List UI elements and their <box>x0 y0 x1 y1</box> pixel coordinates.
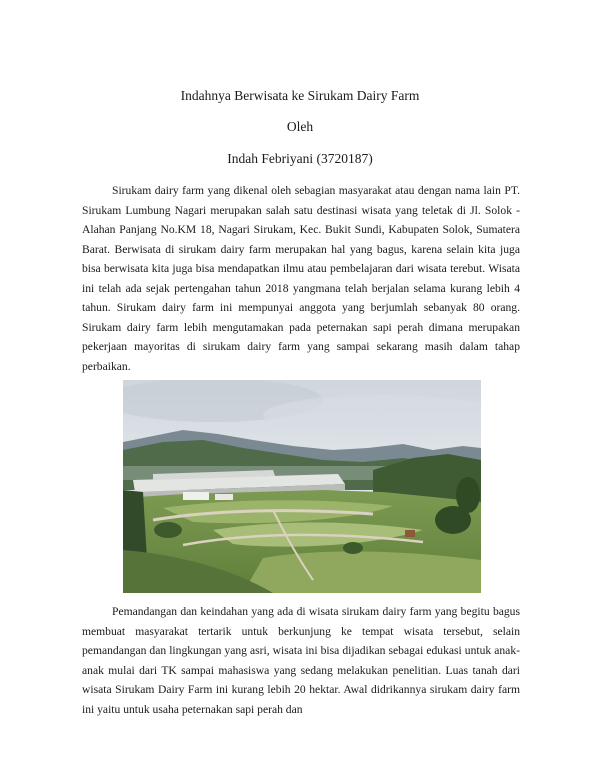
farm-landscape-photo <box>123 380 481 593</box>
author-name: Indah Febriyani (3720187) <box>227 151 373 166</box>
byline: Oleh <box>286 119 314 134</box>
paragraph-scenery: Pemandangan dan keindahan yang ada di wisata sirukam dairy farm yang begitu bagus membuat masyarakat tertarik untuk berkunjung ke tempat wisata tersebut, selain pemandangan dan lingkungan yang asri, wisata ini bisa dijadikan sebagai edukasi untuk anak-anak mulai dari TK sampai mahasiswa yang sedang melakukan penelitian. Luas tanah dari wisata Sirukam Dairy Farm ini kurang lebih 20 hektar. Awal didrikannya sirukam dairy farm ini yaitu untuk usaha peternakan sapi perah dan <box>82 605 520 716</box>
document-title: Indahnya Berwisata ke Sirukam Dairy Farm <box>180 88 420 103</box>
paragraph-intro: Sirukam dairy farm yang dikenal oleh sebagian masyarakat atau dengan nama lain PT. Sirukam Lumbung Nagari merupakan salah satu destinasi wisata yang teletak di Jl. Solok - Alahan Panjang No.KM 18, Nagari Sirukam, Kec. Bukit Sundi, Kabupaten Solok, Sumatera Barat. Berwisata di sirukam dairy farm merupakan hal yang bagus, karena selain kita juga bisa berwisata kita juga bisa mendapatkan ilmu atau pembelajaran dari wisata terebut. Wisata ini telah ada sejak pertengahan tahun 2018 yangmana telah berjalan selama kurang lebih 4 tahun. Sirukam dairy farm ini mempunyai anggota yang berjumlah sebanyak 80 orang. Sirukam dairy farm lebih mengutamakan pada peternakan sapi perah dimana merupakan pekerjaan mayoritas di sirukam dairy farm yang sampai sekarang masih dalam tahap perbaikan. <box>82 184 520 373</box>
